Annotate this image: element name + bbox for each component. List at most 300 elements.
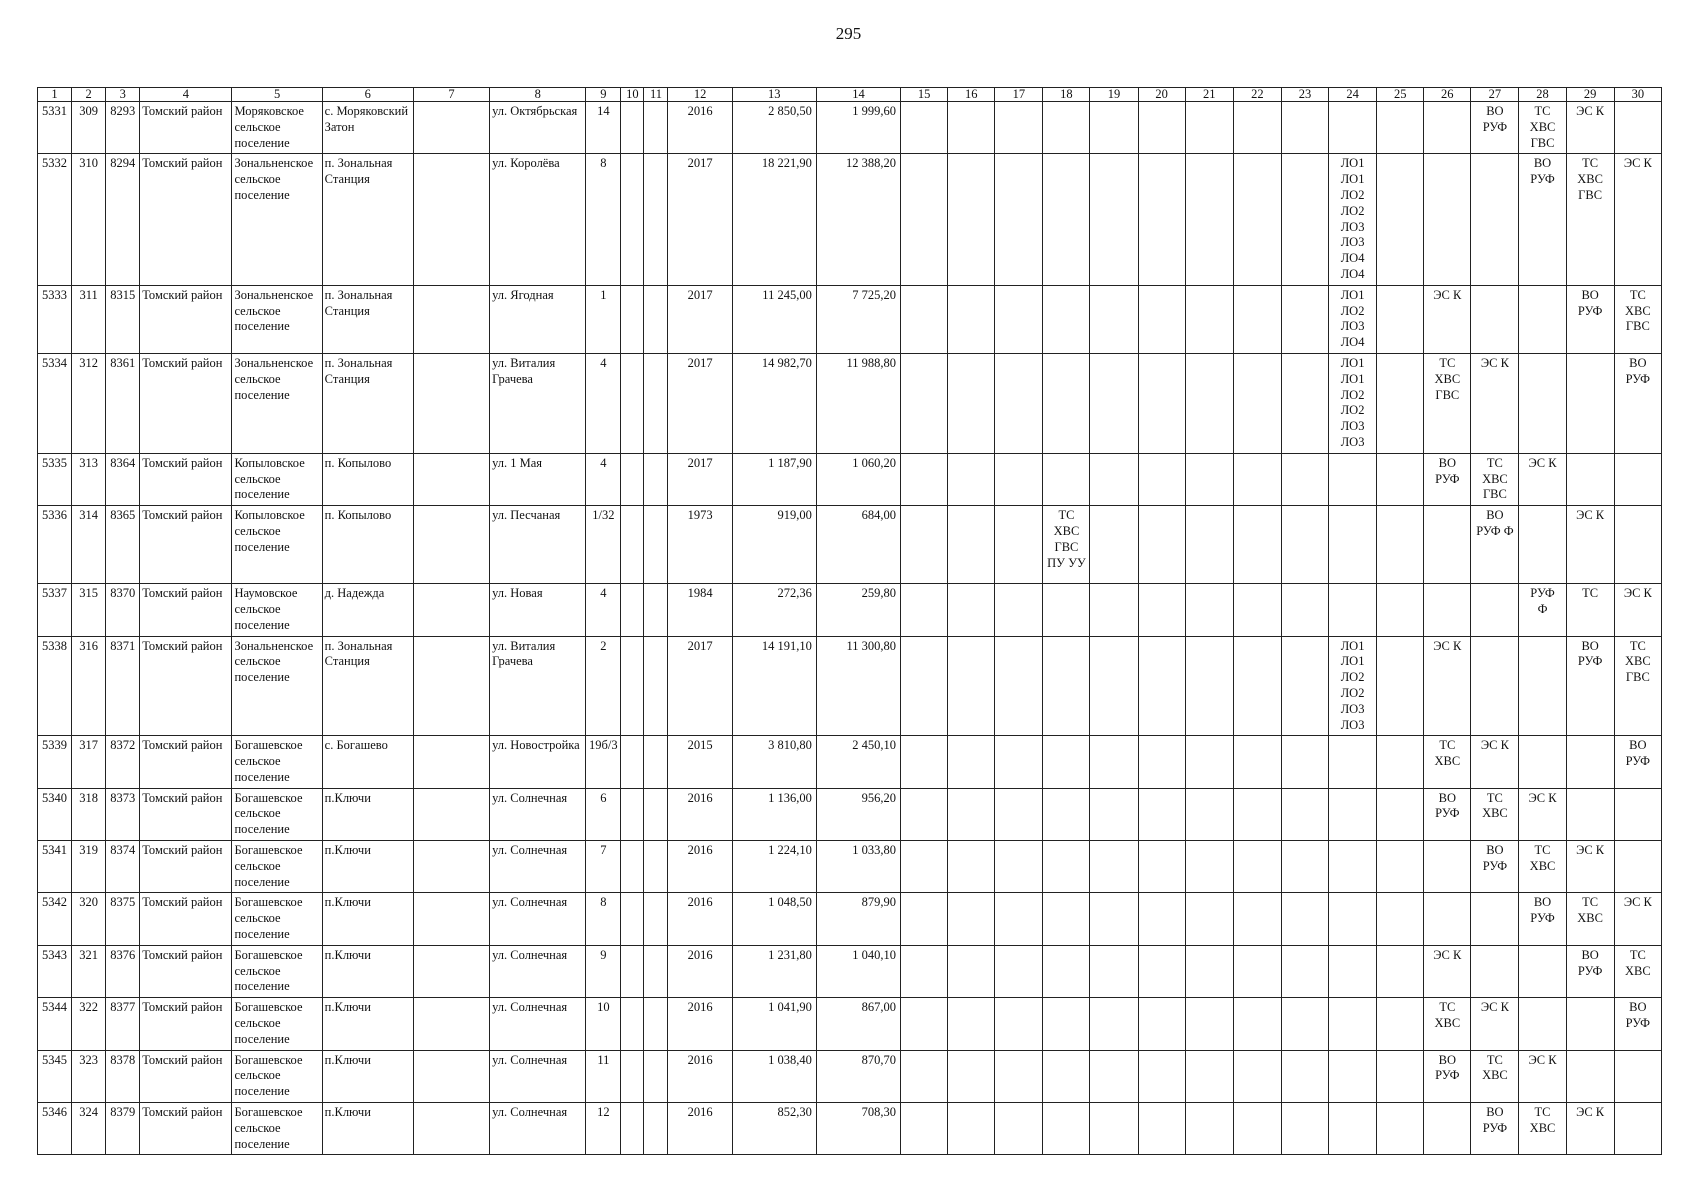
table-cell	[644, 506, 668, 584]
table-cell: 2017	[668, 154, 732, 285]
table-cell: 8294	[106, 154, 140, 285]
table-cell: 8378	[106, 1050, 140, 1102]
table-cell: Копыловское сельское поселение	[232, 506, 322, 584]
table-cell: Моряковское сельское поселение	[232, 102, 322, 154]
table-cell: 2016	[668, 945, 732, 997]
table-cell: 313	[72, 453, 106, 505]
table-cell	[1377, 788, 1424, 840]
table-cell	[1519, 998, 1566, 1050]
table-cell: 867,00	[816, 998, 900, 1050]
column-header: 4	[140, 88, 232, 102]
table-cell: РУФ Ф	[1519, 584, 1566, 636]
table-body	[38, 102, 1662, 1155]
column-header: 5	[232, 88, 322, 102]
table-cell: ВО РУФ	[1471, 102, 1519, 154]
table-cell: 8375	[106, 893, 140, 945]
table-cell: ТС ХВС ГВС	[1566, 154, 1614, 285]
table-cell	[1233, 506, 1281, 584]
table-cell: ул. Ягодная	[490, 285, 586, 353]
table-cell	[995, 893, 1043, 945]
table-cell: Томский район	[140, 788, 232, 840]
table-cell: п.Ключи	[322, 1050, 413, 1102]
table-cell: 5339	[38, 736, 72, 788]
table-cell: 8	[586, 154, 621, 285]
table-cell	[1377, 1050, 1424, 1102]
table-cell	[1281, 453, 1328, 505]
table-cell	[1614, 788, 1661, 840]
table-cell	[644, 1050, 668, 1102]
table-cell	[995, 506, 1043, 584]
table-cell: ТС ХВС	[1519, 1103, 1566, 1155]
table-cell: п. Зональная Станция	[322, 353, 413, 453]
column-header: 26	[1424, 88, 1471, 102]
table-cell: ЭС К	[1614, 584, 1661, 636]
table-cell	[1090, 736, 1138, 788]
table-cell: 1 999,60	[816, 102, 900, 154]
table-cell: ул. Виталия Грачева	[490, 353, 586, 453]
table-cell: 5346	[38, 1103, 72, 1155]
table-cell	[1043, 1103, 1090, 1155]
table-cell	[901, 154, 948, 285]
table-cell	[644, 353, 668, 453]
table-cell	[1138, 736, 1185, 788]
table-cell	[621, 636, 644, 736]
table-cell: ВО РУФ	[1614, 353, 1661, 453]
table-cell	[1566, 788, 1614, 840]
table-cell: Зональненское сельское поселение	[232, 154, 322, 285]
table-cell	[901, 788, 948, 840]
table-cell	[413, 636, 489, 736]
table-cell: 315	[72, 584, 106, 636]
table-cell	[1281, 945, 1328, 997]
table-cell	[1377, 506, 1424, 584]
table-cell: 2016	[668, 841, 732, 893]
table-cell	[413, 102, 489, 154]
table-cell: 11 988,80	[816, 353, 900, 453]
table-cell: 8315	[106, 285, 140, 353]
table-cell	[1329, 998, 1377, 1050]
table-cell	[1519, 945, 1566, 997]
table-cell	[1185, 636, 1233, 736]
table-cell	[621, 788, 644, 840]
table-cell	[1614, 841, 1661, 893]
table-row	[38, 353, 1662, 453]
table-cell	[1281, 154, 1328, 285]
table-cell: ЭС К	[1614, 893, 1661, 945]
table-cell	[1424, 506, 1471, 584]
table-cell	[621, 841, 644, 893]
table-cell	[1424, 154, 1471, 285]
column-header: 10	[621, 88, 644, 102]
table-cell	[1519, 636, 1566, 736]
table-cell	[1233, 998, 1281, 1050]
table-cell	[1329, 945, 1377, 997]
page-number: 295	[835, 24, 862, 43]
table-cell: 919,00	[732, 506, 816, 584]
table-cell: ТС ХВС ГВС	[1519, 102, 1566, 154]
table-cell	[1090, 1103, 1138, 1155]
table-cell	[1043, 736, 1090, 788]
column-header: 3	[106, 88, 140, 102]
table-cell: ЭС К	[1519, 1050, 1566, 1102]
table-cell	[1377, 154, 1424, 285]
table-cell: 8364	[106, 453, 140, 505]
table-cell	[644, 154, 668, 285]
table-cell	[1185, 506, 1233, 584]
table-cell: п.Ключи	[322, 945, 413, 997]
table-cell	[1138, 1103, 1185, 1155]
table-cell: Томский район	[140, 1050, 232, 1102]
table-cell: ЭС К	[1471, 998, 1519, 1050]
table-row	[38, 736, 1662, 788]
table-cell	[948, 353, 995, 453]
table-row	[38, 154, 1662, 285]
table-cell	[948, 506, 995, 584]
table-cell	[1281, 636, 1328, 736]
table-cell: 5340	[38, 788, 72, 840]
table-cell: 2016	[668, 102, 732, 154]
table-cell	[1185, 893, 1233, 945]
table-cell	[1233, 285, 1281, 353]
table-cell	[1233, 788, 1281, 840]
table-cell	[1566, 1050, 1614, 1102]
table-cell: ТС ХВС ГВС	[1424, 353, 1471, 453]
table-cell: 19б/3	[586, 736, 621, 788]
column-header: 14	[816, 88, 900, 102]
table-cell: 3 810,80	[732, 736, 816, 788]
table-cell: Томский район	[140, 102, 232, 154]
table-cell	[413, 453, 489, 505]
table-cell: 18 221,90	[732, 154, 816, 285]
table-cell: 318	[72, 788, 106, 840]
table-cell	[413, 788, 489, 840]
table-cell: с. Богашево	[322, 736, 413, 788]
table-cell	[1043, 945, 1090, 997]
table-cell	[1233, 154, 1281, 285]
table-cell: 1 136,00	[732, 788, 816, 840]
table-cell: ул. Октябрьская	[490, 102, 586, 154]
table-header-row	[38, 88, 1662, 102]
column-header: 12	[668, 88, 732, 102]
table-cell	[1471, 154, 1519, 285]
table-cell: ЛО1 ЛО2 ЛО3 ЛО4	[1329, 285, 1377, 353]
table-cell	[1138, 154, 1185, 285]
table-row	[38, 841, 1662, 893]
table-cell: ВО РУФ	[1566, 636, 1614, 736]
table-cell: 8376	[106, 945, 140, 997]
table-row	[38, 584, 1662, 636]
table-cell	[1043, 893, 1090, 945]
table-cell: 5342	[38, 893, 72, 945]
table-row	[38, 453, 1662, 505]
table-cell	[1043, 841, 1090, 893]
table-cell: 2017	[668, 453, 732, 505]
column-header: 28	[1519, 88, 1566, 102]
table-cell: ТС ХВС	[1471, 788, 1519, 840]
table-cell	[948, 893, 995, 945]
table-cell: Томский район	[140, 353, 232, 453]
table-cell: 2016	[668, 788, 732, 840]
table-cell	[1090, 584, 1138, 636]
table-cell	[1281, 893, 1328, 945]
table-cell	[1138, 285, 1185, 353]
table-row	[38, 1103, 1662, 1155]
column-header: 15	[901, 88, 948, 102]
column-header: 16	[948, 88, 995, 102]
table-cell: ул. Солнечная	[490, 945, 586, 997]
table-cell: ТС ХВС	[1424, 998, 1471, 1050]
table-cell: 1 038,40	[732, 1050, 816, 1102]
table-cell	[1614, 453, 1661, 505]
table-cell: 2016	[668, 893, 732, 945]
table-cell	[1185, 453, 1233, 505]
table-cell: ВО РУФ	[1614, 736, 1661, 788]
table-row	[38, 285, 1662, 353]
table-cell: ВО РУФ	[1424, 1050, 1471, 1102]
table-cell: 5337	[38, 584, 72, 636]
column-header: 6	[322, 88, 413, 102]
table-cell: 1/32	[586, 506, 621, 584]
table-cell	[413, 1050, 489, 1102]
table-cell	[948, 154, 995, 285]
table-cell: 314	[72, 506, 106, 584]
table-cell	[1090, 154, 1138, 285]
table-cell: 1	[586, 285, 621, 353]
table-cell	[1138, 841, 1185, 893]
table-cell: 8377	[106, 998, 140, 1050]
table-cell	[901, 102, 948, 154]
table-cell: Зональненское сельское поселение	[232, 636, 322, 736]
table-cell: п.Ключи	[322, 998, 413, 1050]
table-cell	[644, 893, 668, 945]
table-cell	[644, 285, 668, 353]
table-cell: ул. Новая	[490, 584, 586, 636]
table-cell	[948, 1050, 995, 1102]
table-cell: ЭС К	[1566, 841, 1614, 893]
table-cell	[1424, 893, 1471, 945]
table-cell: 6	[586, 788, 621, 840]
table-cell	[1377, 893, 1424, 945]
table-cell: Богашевское сельское поселение	[232, 1103, 322, 1155]
table-cell: 2017	[668, 636, 732, 736]
table-cell: Томский район	[140, 285, 232, 353]
table-cell	[901, 893, 948, 945]
table-cell: 2016	[668, 998, 732, 1050]
table-cell: 5334	[38, 353, 72, 453]
table-cell	[1233, 102, 1281, 154]
table-cell	[621, 453, 644, 505]
table-cell: ВО РУФ	[1471, 841, 1519, 893]
table-cell	[901, 841, 948, 893]
table-cell	[1185, 788, 1233, 840]
table-cell	[1377, 636, 1424, 736]
table-cell: Богашевское сельское поселение	[232, 1050, 322, 1102]
table-cell: 1 224,10	[732, 841, 816, 893]
table-cell: 8372	[106, 736, 140, 788]
table-cell: п. Копылово	[322, 453, 413, 505]
table-cell: ТС ХВС	[1471, 1050, 1519, 1102]
table-cell: 5333	[38, 285, 72, 353]
table-cell: ВО РУФ	[1614, 998, 1661, 1050]
table-cell: ВО РУФ	[1424, 788, 1471, 840]
table-cell: ТС ХВС ГВС	[1471, 453, 1519, 505]
table-cell	[1519, 736, 1566, 788]
table-cell: 5345	[38, 1050, 72, 1102]
table-cell	[1281, 736, 1328, 788]
column-header: 24	[1329, 88, 1377, 102]
table-row	[38, 636, 1662, 736]
table-cell	[995, 736, 1043, 788]
table-cell: ТС ХВС ГВС ПУ УУ	[1043, 506, 1090, 584]
table-cell	[995, 285, 1043, 353]
table-cell: Томский район	[140, 893, 232, 945]
table-cell	[1138, 998, 1185, 1050]
table-cell	[1090, 102, 1138, 154]
table-cell	[1329, 453, 1377, 505]
table-cell	[1471, 893, 1519, 945]
table-row	[38, 102, 1662, 154]
table-cell: ЭС К	[1424, 636, 1471, 736]
table-cell: 8	[586, 893, 621, 945]
table-cell	[1519, 353, 1566, 453]
table-cell	[1233, 1103, 1281, 1155]
table-cell: 5343	[38, 945, 72, 997]
table-cell	[995, 945, 1043, 997]
table-cell	[1090, 945, 1138, 997]
table-cell	[1043, 998, 1090, 1050]
table-cell	[1519, 506, 1566, 584]
table-cell	[1043, 102, 1090, 154]
table-cell	[995, 788, 1043, 840]
table-cell	[1377, 353, 1424, 453]
column-header: 20	[1138, 88, 1185, 102]
table-cell: Томский район	[140, 998, 232, 1050]
table-cell: 14 982,70	[732, 353, 816, 453]
table-cell: ЛО1 ЛО1 ЛО2 ЛО2 ЛО3 ЛО3	[1329, 353, 1377, 453]
table-cell	[1138, 636, 1185, 736]
table-cell: Томский район	[140, 636, 232, 736]
table-cell	[1281, 788, 1328, 840]
table-cell	[1043, 788, 1090, 840]
table-cell: 259,80	[816, 584, 900, 636]
table-cell: 4	[586, 453, 621, 505]
table-cell	[1138, 945, 1185, 997]
table-cell	[413, 945, 489, 997]
table-cell	[1185, 102, 1233, 154]
table-cell	[1043, 154, 1090, 285]
table-cell: ЭС К	[1424, 945, 1471, 997]
table-cell: 870,70	[816, 1050, 900, 1102]
table-cell: д. Надежда	[322, 584, 413, 636]
table-cell	[621, 285, 644, 353]
table-cell	[413, 506, 489, 584]
table-cell	[1377, 736, 1424, 788]
table-cell: 1 041,90	[732, 998, 816, 1050]
table-cell	[1043, 1050, 1090, 1102]
table-cell: п.Ключи	[322, 1103, 413, 1155]
table-cell	[1329, 788, 1377, 840]
table-cell: 14	[586, 102, 621, 154]
table-cell	[995, 154, 1043, 285]
data-table	[37, 87, 1662, 1155]
table-cell	[1471, 285, 1519, 353]
table-cell	[1377, 945, 1424, 997]
table-cell: Богашевское сельское поселение	[232, 893, 322, 945]
table-cell	[413, 998, 489, 1050]
table-cell	[413, 285, 489, 353]
table-row	[38, 945, 1662, 997]
table-cell	[1090, 893, 1138, 945]
table-cell: ЭС К	[1519, 453, 1566, 505]
table-cell: 879,90	[816, 893, 900, 945]
table-cell	[621, 506, 644, 584]
table-cell	[901, 453, 948, 505]
table-cell: 5331	[38, 102, 72, 154]
column-header: 17	[995, 88, 1043, 102]
table-cell	[1185, 353, 1233, 453]
table-cell: 7	[586, 841, 621, 893]
table-cell: 708,30	[816, 1103, 900, 1155]
table-cell	[995, 636, 1043, 736]
table-cell	[1233, 353, 1281, 453]
table-cell	[1329, 736, 1377, 788]
table-cell	[1377, 285, 1424, 353]
table-cell	[1043, 353, 1090, 453]
table-cell	[1424, 102, 1471, 154]
table-cell	[1138, 893, 1185, 945]
table-cell	[1566, 453, 1614, 505]
table-cell: Богашевское сельское поселение	[232, 998, 322, 1050]
table-cell	[621, 353, 644, 453]
table-cell: п.Ключи	[322, 893, 413, 945]
table-cell	[948, 736, 995, 788]
table-cell	[1138, 353, 1185, 453]
table-cell: 310	[72, 154, 106, 285]
table-cell	[995, 841, 1043, 893]
table-cell	[1138, 506, 1185, 584]
table-cell	[995, 453, 1043, 505]
table-cell	[1185, 841, 1233, 893]
table-cell	[644, 1103, 668, 1155]
table-cell: ул. Королёва	[490, 154, 586, 285]
table-cell: 11	[586, 1050, 621, 1102]
table-cell	[901, 285, 948, 353]
table-cell	[1043, 584, 1090, 636]
table-cell	[995, 998, 1043, 1050]
table-cell	[1614, 1103, 1661, 1155]
table-cell	[1281, 1050, 1328, 1102]
column-header: 27	[1471, 88, 1519, 102]
table-cell	[1377, 102, 1424, 154]
table-cell	[1471, 584, 1519, 636]
column-header: 19	[1090, 88, 1138, 102]
table-cell: 8365	[106, 506, 140, 584]
table-cell	[1329, 102, 1377, 154]
table-cell: 8374	[106, 841, 140, 893]
table-cell: п. Зональная Станция	[322, 285, 413, 353]
table-cell	[1566, 998, 1614, 1050]
table-cell	[413, 584, 489, 636]
table-cell: ЭС К	[1614, 154, 1661, 285]
table-cell	[1329, 506, 1377, 584]
table-cell: ул. Солнечная	[490, 841, 586, 893]
table-cell: 321	[72, 945, 106, 997]
table-cell	[901, 1103, 948, 1155]
table-cell	[1138, 584, 1185, 636]
table-cell	[1281, 285, 1328, 353]
column-header: 11	[644, 88, 668, 102]
table-cell	[1185, 1050, 1233, 1102]
